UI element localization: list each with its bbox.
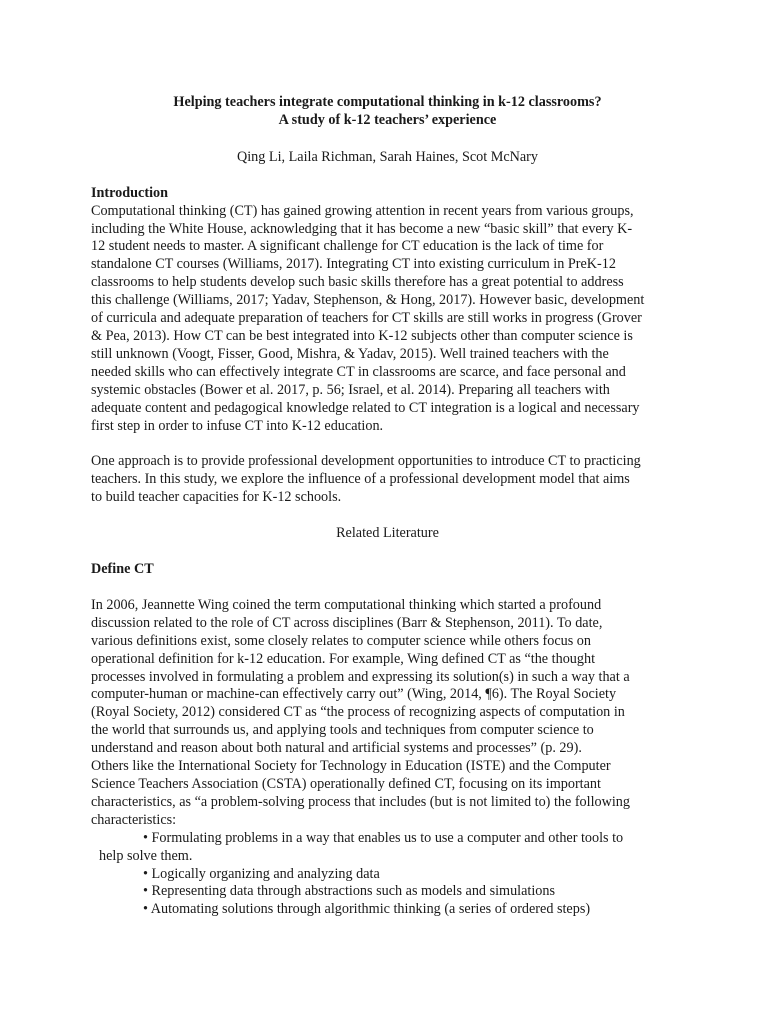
author-list: Qing Li, Laila Richman, Sarah Haines, Scot McNary — [236, 148, 538, 165]
text-line: discussion related to the role of CT across disciplines (Barr & Stephenson, 2011). To date, — [91, 614, 603, 631]
title-line-2: A study of k-12 teachers’ experience — [278, 111, 497, 128]
text-line: needed skills who can effectively integrate CT in classrooms are scarce, and face personal and — [91, 363, 626, 380]
text-line: operational definition for k-12 education. For example, Wing defined CT as “the thought — [91, 650, 596, 667]
introduction-paragraph — [91, 203, 684, 436]
text-line: teachers. In this study, we explore the influence of a professional development model that aims — [91, 471, 630, 488]
text-line: processes involved in formulating a problem and expressing its solution(s) in such a way that a — [91, 668, 630, 685]
text-line: to build teacher capacities for K-12 schools. — [91, 489, 342, 506]
list-item: • Logically organizing and analyzing data — [143, 865, 380, 882]
text-line: characteristics, as “a problem-solving process that includes (but is not limited to) the following — [91, 793, 630, 810]
list-item-continuation: help solve them. — [99, 847, 193, 864]
text-line: standalone CT courses (Williams, 2017). Integrating CT into existing curriculum in PreK-12 — [91, 256, 616, 273]
text-line: (Royal Society, 2012) considered CT as “the process of recognizing aspects of computation in — [91, 704, 625, 721]
text-line: the world that surrounds us, and applying tools and techniques from computer science to — [91, 722, 594, 739]
text-line: 12 student needs to master. A significant challenge for CT education is the lack of time for — [91, 238, 604, 255]
introduction-heading: Introduction — [91, 184, 168, 201]
text-line: first step in order to infuse CT into K-12 education. — [91, 417, 384, 434]
text-line: & Pea, 2013). How CT can be best integrated into K-12 subjects other than computer science is — [91, 327, 633, 344]
define-ct-paragraph — [91, 597, 684, 830]
text-line: One approach is to provide professional development opportunities to introduce CT to practicing — [91, 453, 641, 470]
text-line: adequate content and pedagogical knowledge related to CT integration is a logical and necessary — [91, 399, 640, 416]
text-line: understand and reason about both natural and artificial systems and processes” (p. 29). — [91, 740, 582, 757]
paper-title — [91, 94, 684, 130]
text-line: computer-human or machine-can effectively carry out” (Wing, 2014, ¶6). The Royal Society — [91, 686, 617, 703]
list-item: • Formulating problems in a way that enables us to use a computer and other tools to — [143, 829, 624, 846]
text-line: In 2006, Jeannette Wing coined the term computational thinking which started a profound — [91, 596, 602, 613]
text-line: still unknown (Voogt, Fisser, Good, Mishra, & Yadav, 2015). Well trained teachers with the — [91, 345, 609, 362]
approach-paragraph — [91, 453, 684, 507]
text-line: various definitions exist, some closely relates to computer science while others focus on — [91, 632, 591, 649]
list-item: • Representing data through abstractions such as models and simulations — [143, 883, 555, 900]
text-line: this challenge (Williams, 2017; Yadav, Stephenson, & Hong, 2017). However basic, development — [91, 292, 645, 309]
title-line-1: Helping teachers integrate computational thinking in k-12 classrooms? — [173, 94, 602, 110]
list-item: • Automating solutions through algorithmic thinking (a series of ordered steps) — [143, 901, 591, 918]
characteristics-list — [91, 830, 684, 920]
define-ct-heading: Define CT — [91, 561, 154, 578]
text-line: Computational thinking (CT) has gained growing attention in recent years from various groups, — [91, 202, 634, 219]
text-line: Others like the International Society for Technology in Education (ISTE) and the Computer — [91, 758, 611, 775]
text-line: Science Teachers Association (CSTA) operationally defined CT, focusing on its important — [91, 776, 601, 792]
text-line: characteristics: — [91, 811, 177, 828]
text-line: including the White House, acknowledging that it has become a new “basic skill” that every K- — [91, 220, 633, 237]
text-line: of curricula and adequate preparation of teachers for CT skills are still works in progress (Grover — [91, 310, 642, 327]
related-literature-heading: Related Literature — [336, 525, 439, 542]
text-line: classrooms to help students develop such basic skills therefore has a great potential to address — [91, 274, 624, 291]
text-line: systemic obstacles (Bower et al. 2017, p. 56; Israel, et al. 2014). Preparing all teachers with — [91, 381, 610, 398]
